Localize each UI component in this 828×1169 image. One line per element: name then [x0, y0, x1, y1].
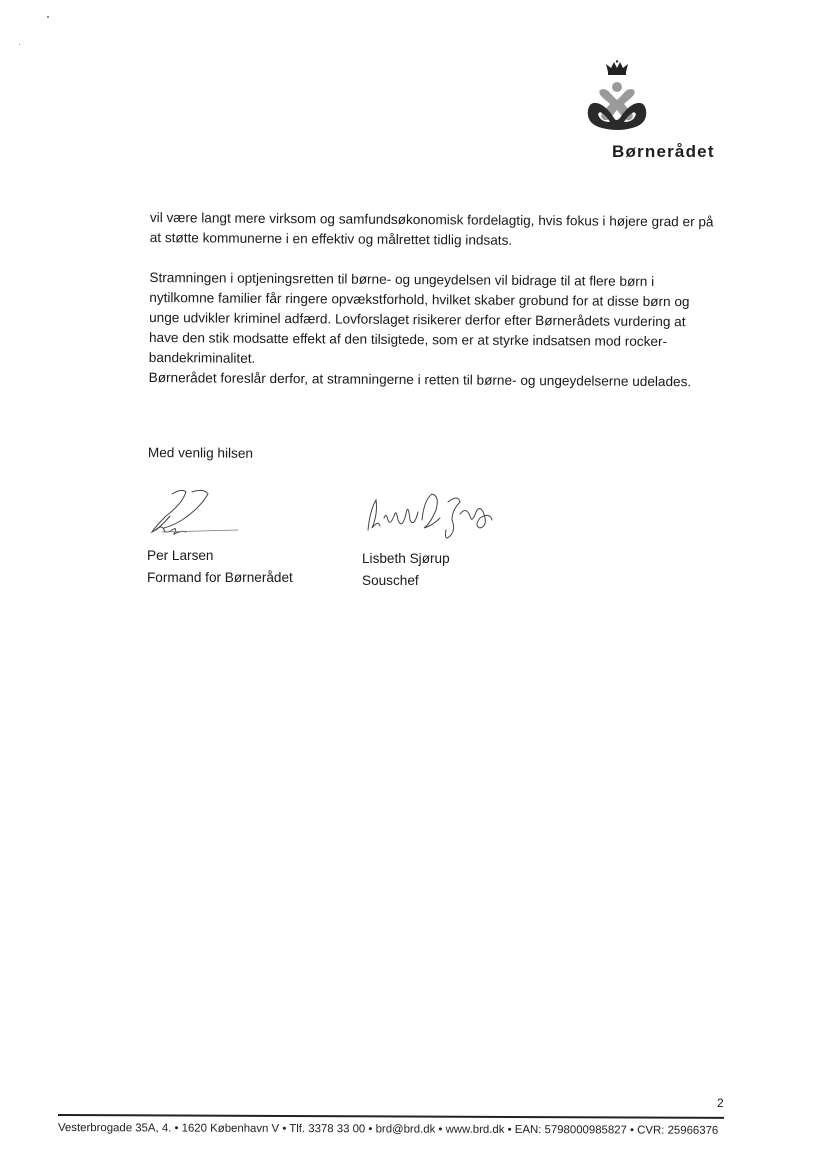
scan-speck: [19, 44, 20, 45]
crown-figure-logo-icon: [578, 60, 658, 140]
closing-salutation: Med venlig hilsen: [147, 445, 254, 461]
body-line: bandekriminalitet.: [148, 349, 256, 366]
signatory-title: Formand for Børnerådet: [147, 570, 293, 585]
body-line: at støtte kommunerne i en effektiv og målrettet tidlig indsats.: [149, 229, 513, 248]
signatory-title: Souschef: [362, 573, 419, 588]
page-number: 2: [717, 1096, 724, 1110]
scan-speck: [47, 16, 49, 18]
footer-divider: [58, 1114, 724, 1119]
letter-body: [149, 208, 740, 393]
body-line: nytilkomne familier får ringere opvækstforhold, hvilket skaber grobund for at disse børn og: [149, 289, 690, 310]
handwritten-signature-icon: [362, 490, 502, 546]
footer-contact-line: Vesterbrogade 35A, 4. • 1620 København V • Tlf. 3378 33 00 • brd@brd.dk • www.brd.dk • EAN: 5798000985827 • CVR: 25966376: [57, 1122, 719, 1137]
body-line: vil være langt mere virksom og samfundsøkonomisk fordelagtig, hvis fokus i højere grad er på: [149, 209, 714, 230]
body-line: unge udvikler kriminel adfærd. Lovforslaget risikerer derfor efter Børnerådets vurdering at: [149, 309, 686, 330]
body-line: have den stik modsatte effekt af den tilsigtede, som er at styrke indsatsen mod rocker-: [148, 329, 668, 350]
organization-name: Børnerådet: [612, 142, 715, 161]
signatory-per-larsen: [147, 545, 293, 589]
body-line: Stramningen i optjeningsretten til børne- og ungeydelsen vil bidrage til at flere børn i: [149, 269, 655, 289]
signatory-lisbeth-sjorup: [362, 548, 450, 592]
signatory-name: Per Larsen: [147, 548, 214, 563]
signatory-name: Lisbeth Sjørup: [362, 551, 450, 566]
handwritten-signature-icon: [142, 486, 242, 542]
body-line: Børnerådet foreslår derfor, at stramningerne i retten til børne- og ungeydelserne udelades.: [148, 369, 692, 390]
